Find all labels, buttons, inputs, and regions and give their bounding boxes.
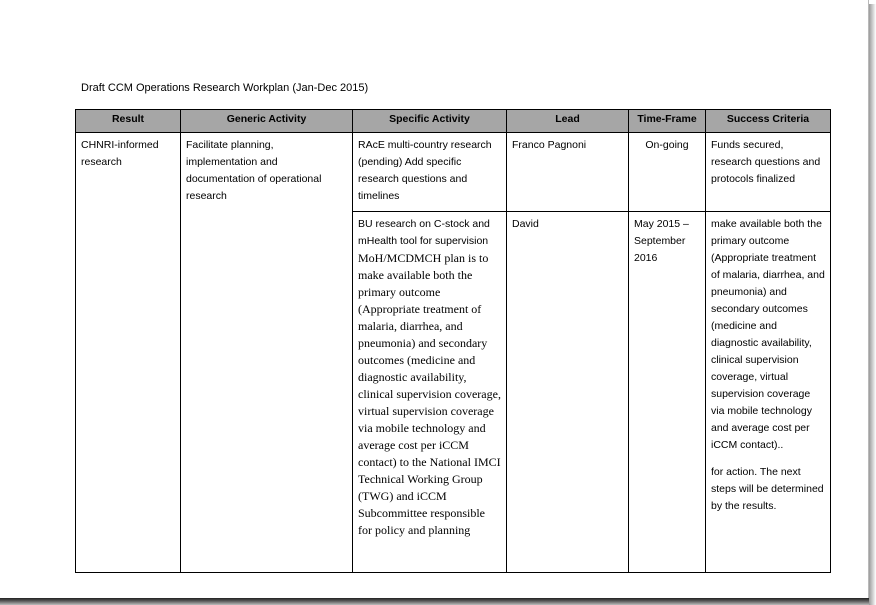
specific-activity-cell: [353, 212, 507, 573]
page-shadow-bottom: [0, 598, 869, 605]
header-result: Result: [76, 110, 181, 133]
header-generic-activity: Generic Activity: [181, 110, 353, 133]
generic-activity-cell: Facilitate planning, implementation and documentation of operational research: [181, 133, 353, 573]
document-title: Draft CCM Operations Research Workplan (Jan-Dec 2015): [81, 82, 369, 94]
header-success-criteria: Success Criteria: [706, 110, 831, 133]
specific-activity-intro: BU research on C-stock and mHealth tool for supervision: [358, 218, 490, 247]
specific-activity-cell: RAcE multi-country research (pending) Add specific research questions and timelines: [353, 133, 507, 212]
specific-activity-body: MoH/MCDMCH plan is to make available both the primary outcome (Appropriate treatment of malaria, diarrhea, and pneumonia) and secondary outcomes (medicine and diagnostic availability, clinical supervision coverage, virtual supervision coverage via mobile technology and average cost per iCCM contact) to the National IMCI Technical Working Group (TWG) and iCCM Subcommittee responsible for policy and planning: [358, 251, 501, 537]
success-criteria-paragraph-1: make available both the primary outcome (Appropriate treatment of malaria, diarrhea, and pneumonia) and secondary outcomes (medicine and diagnostic availability, clinical supervision coverage, virtual supervision coverage via mobile technology and average cost per iCCM contact)..: [711, 218, 825, 451]
table-header-row: [76, 110, 831, 133]
page-shadow-right: [869, 4, 876, 605]
success-criteria-cell: [706, 212, 831, 573]
time-frame-cell: May 2015 – September 2016: [629, 212, 706, 573]
success-criteria-paragraph-2: for action. The next steps will be determined by the results.: [711, 466, 824, 512]
table-row: [76, 133, 831, 212]
result-cell: CHNRI-informed research: [76, 133, 181, 573]
success-criteria-cell: Funds secured, research questions and protocols finalized: [706, 133, 831, 212]
workplan-table: [75, 109, 831, 573]
header-time-frame: Time-Frame: [629, 110, 706, 133]
time-frame-cell: On-going: [629, 133, 706, 212]
header-specific-activity: Specific Activity: [353, 110, 507, 133]
lead-cell: David: [507, 212, 629, 573]
lead-cell: Franco Pagnoni: [507, 133, 629, 212]
header-lead: Lead: [507, 110, 629, 133]
